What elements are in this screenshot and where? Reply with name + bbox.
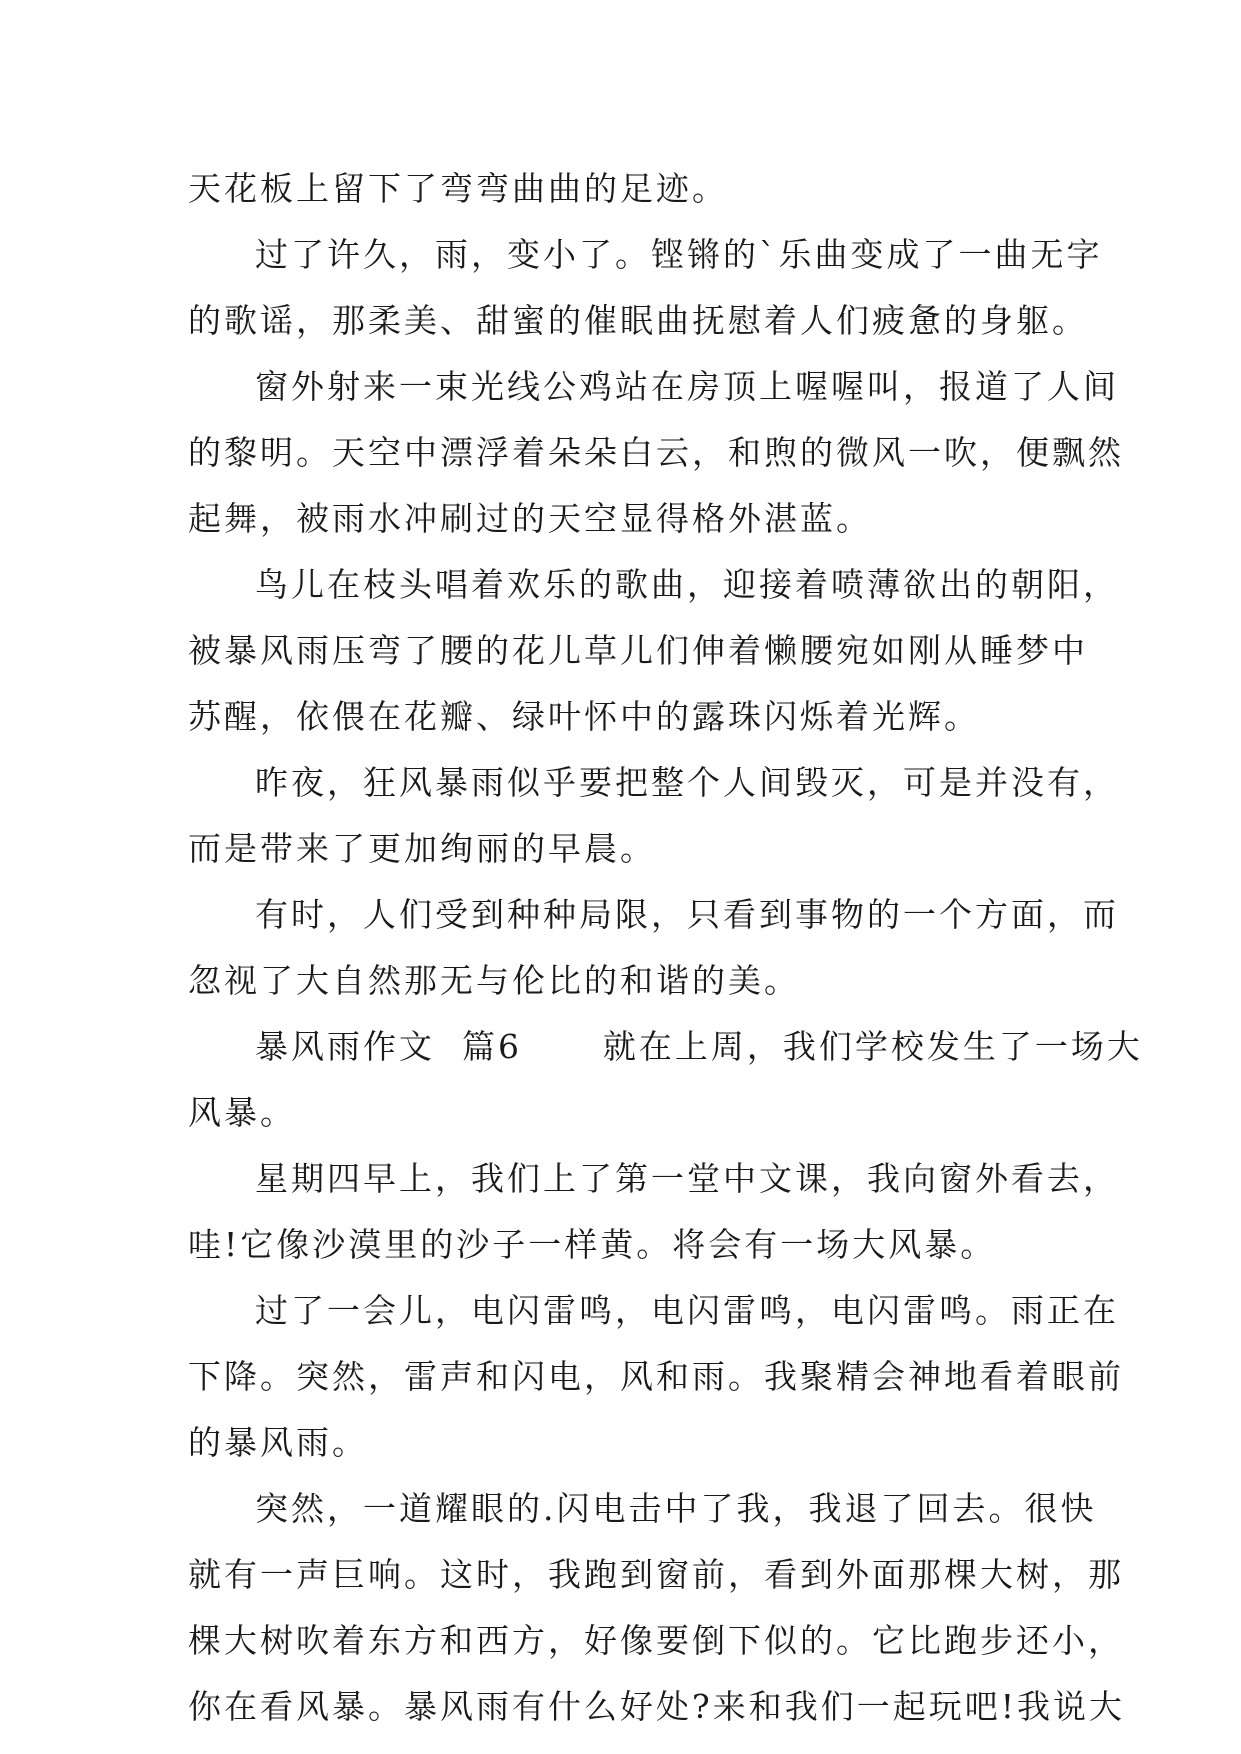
text-line: 鸟儿在枝头唱着欢乐的歌曲，迎接着喷薄欲出的朝阳，: [255, 565, 1119, 604]
text-line: 而是带来了更加绚丽的早晨。: [188, 829, 656, 868]
text-line: 风暴。: [188, 1093, 296, 1132]
text-line: 起舞，被雨水冲刷过的天空显得格外湛蓝。: [188, 499, 872, 538]
text-line: 苏醒，依偎在花瓣、绿叶怀中的露珠闪烁着光辉。: [188, 697, 980, 736]
text-line: 突然，一道耀眼的.闪电击中了我，我退了回去。很快: [255, 1489, 1097, 1528]
text-line: 暴风雨作文 篇6 就在上周，我们学校发生了一场大: [255, 1027, 1143, 1066]
text-line: 星期四早上，我们上了第一堂中文课，我向窗外看去，: [255, 1159, 1119, 1198]
text-line: 过了许久，雨，变小了。铿锵的`乐曲变成了一曲无字: [255, 235, 1103, 274]
text-line: 的黎明。天空中漂浮着朵朵白云，和煦的微风一吹，便飘然: [188, 433, 1124, 472]
text-line: 窗外射来一束光线公鸡站在房顶上喔喔叫，报道了人间: [255, 367, 1119, 406]
text-line: 的歌谣，那柔美、甜蜜的催眠曲抚慰着人们疲惫的身躯。: [188, 301, 1088, 340]
text-line: 哇!它像沙漠里的沙子一样黄。将会有一场大风暴。: [188, 1225, 997, 1264]
body-text: [188, 156, 1143, 1740]
text-line: 有时，人们受到种种局限，只看到事物的一个方面，而: [255, 895, 1119, 934]
text-line: 昨夜，狂风暴雨似乎要把整个人间毁灭，可是并没有，: [255, 763, 1119, 802]
text-line: 就有一声巨响。这时，我跑到窗前，看到外面那棵大树，那: [188, 1555, 1124, 1594]
text-line: 天花板上留下了弯弯曲曲的足迹。: [188, 169, 728, 208]
text-line: 被暴风雨压弯了腰的花儿草儿们伸着懒腰宛如刚从睡梦中: [188, 631, 1088, 670]
text-line: 下降。突然，雷声和闪电，风和雨。我聚精会神地看着眼前: [188, 1357, 1124, 1396]
text-line: 忽视了大自然那无与伦比的和谐的美。: [188, 961, 800, 1000]
text-line: 你在看风暴。暴风雨有什么好处?来和我们一起玩吧!我说大: [188, 1687, 1125, 1726]
text-line: 的暴风雨。: [188, 1423, 368, 1462]
text-line: 过了一会儿，电闪雷鸣，电闪雷鸣，电闪雷鸣。雨正在: [255, 1291, 1119, 1330]
text-line: 棵大树吹着东方和西方，好像要倒下似的。它比跑步还小，: [188, 1621, 1124, 1660]
